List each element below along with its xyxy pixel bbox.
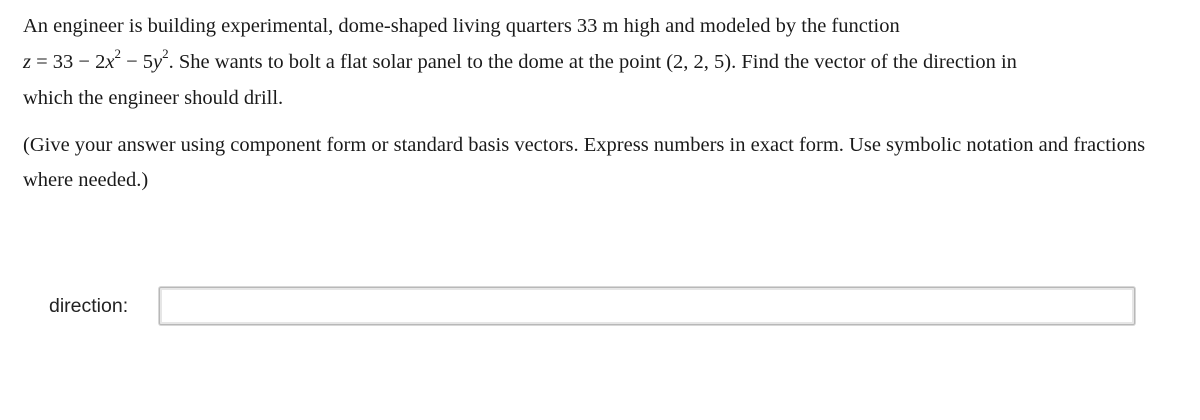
var-y: y xyxy=(153,51,163,73)
direction-label: direction: xyxy=(49,294,129,317)
var-x: x xyxy=(105,51,115,73)
var-z: z xyxy=(23,51,31,73)
answer-row xyxy=(49,286,1135,326)
eq-part-equals: = 33 − 2 xyxy=(30,51,106,73)
problem-line-1: An engineer is building experimental, dome-shaped living quarters 33 m high and modeled by the function xyxy=(23,15,900,37)
direction-input[interactable] xyxy=(159,287,1135,325)
eq-part-minus: − 5 xyxy=(120,51,154,73)
problem-statement xyxy=(23,8,1193,116)
question-text xyxy=(23,8,1193,198)
problem-line-3: which the engineer should drill. xyxy=(23,87,284,109)
exponent-x: 2 xyxy=(114,46,121,62)
problem-line-2: . She wants to bolt a flat solar panel to the dome at the point (2, 2, 5). Find the vector of the direction in xyxy=(168,51,1017,73)
exponent-y: 2 xyxy=(162,46,169,62)
dome-equation xyxy=(23,46,169,73)
answer-instructions: (Give your answer using component form or standard basis vectors. Express numbers in exact form. Use symbolic notation and fractions where needed.) xyxy=(23,134,1146,191)
